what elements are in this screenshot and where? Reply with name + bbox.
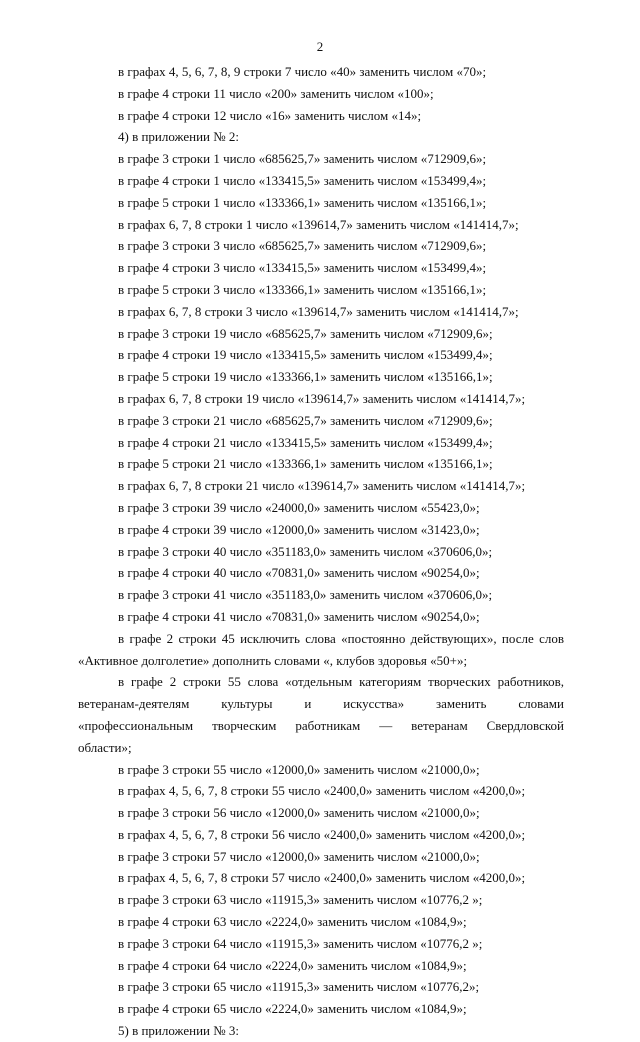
amendment-paragraph-row-45	[78, 628, 564, 672]
amendment-line: в графе 5 строки 19 число «133366,1» заменить числом «135166,1»;	[118, 369, 493, 385]
amendment-line: в графе 4 строки 39 число «12000,0» заменить числом «31423,0»;	[118, 521, 480, 537]
amendment-line: в графе 5 строки 1 число «133366,1» заменить числом «135166,1»;	[118, 194, 487, 210]
amendment-line: в графах 4, 5, 6, 7, 8 строки 56 число «2400,0» заменить числом «4200,0»;	[118, 826, 526, 842]
amendment-line: в графе 3 строки 40 число «351183,0» заменить числом «370606,0»;	[118, 543, 493, 559]
amendment-line: в графе 3 строки 19 число «685625,7» заменить числом «712909,6»;	[118, 325, 493, 341]
amendment-line: в графах 4, 5, 6, 7, 8 строки 57 число «2400,0» заменить числом «4200,0»;	[118, 870, 526, 886]
amendment-line: в графе 5 строки 3 число «133366,1» заменить числом «135166,1»;	[118, 281, 487, 297]
section-heading: 4) в приложении № 2:	[118, 129, 240, 145]
document-body	[78, 61, 564, 1042]
amendment-line: в графе 4 строки 65 число «2224,0» заменить числом «1084,9»;	[118, 1001, 467, 1017]
amendment-line: в графе 3 строки 3 число «685625,7» заменить числом «712909,6»;	[118, 238, 487, 254]
amendment-line: в графе 3 строки 57 число «12000,0» заменить числом «21000,0»;	[118, 848, 480, 864]
amendment-line: в графе 3 строки 39 число «24000,0» заменить числом «55423,0»;	[118, 499, 480, 515]
amendment-line: в графе 4 строки 3 число «133415,5» заменить числом «153499,4»;	[118, 260, 487, 276]
amendment-line: в графах 4, 5, 6, 7, 8, 9 строки 7 число «40» заменить числом «70»;	[118, 64, 487, 79]
amendment-line: в графе 5 строки 21 число «133366,1» заменить числом «135166,1»;	[118, 456, 493, 472]
paragraph-line: «Активное долголетие» дополнить словами «, клубов здоровья «50+»;	[78, 652, 468, 668]
amendment-line: в графе 3 строки 63 число «11915,3» заменить числом «10776,2 »;	[118, 892, 483, 908]
section-heading: 5) в приложении № 3:	[118, 1023, 240, 1039]
amendment-line: в графах 6, 7, 8 строки 21 число «139614,7» заменить числом «141414,7»;	[118, 478, 526, 494]
paragraph-line: в графе 2 строки 55 слова «отдельным категориям творческих работников,	[118, 674, 564, 690]
amendment-line: в графах 6, 7, 8 строки 3 число «139614,7» заменить числом «141414,7»;	[118, 303, 519, 319]
paragraph-line: в графе 2 строки 45 исключить слова «постоянно действующих», после слов	[118, 630, 564, 646]
amendment-line: в графе 4 строки 19 число «133415,5» заменить числом «153499,4»;	[118, 347, 493, 363]
amendments-list-b	[78, 759, 564, 1042]
amendment-line: в графе 4 строки 63 число «2224,0» заменить числом «1084,9»;	[118, 914, 467, 930]
amendment-line: в графе 4 строки 64 число «2224,0» заменить числом «1084,9»;	[118, 957, 467, 973]
amendment-line: в графе 4 строки 41 число «70831,0» заменить числом «90254,0»;	[118, 608, 480, 624]
amendment-line: в графе 4 строки 40 число «70831,0» заменить числом «90254,0»;	[118, 565, 480, 581]
amendment-line: в графе 3 строки 64 число «11915,3» заменить числом «10776,2 »;	[118, 935, 483, 951]
page-number: 2	[316, 39, 324, 54]
amendment-line: в графе 3 строки 56 число «12000,0» заменить числом «21000,0»;	[118, 805, 480, 821]
amendment-line: в графах 4, 5, 6, 7, 8 строки 55 число «2400,0» заменить числом «4200,0»;	[118, 783, 526, 799]
amendment-line: в графе 4 строки 21 число «133415,5» заменить числом «153499,4»;	[118, 434, 493, 450]
amendment-line: в графе 4 строки 11 число «200» заменить числом «100»;	[118, 85, 434, 101]
amendment-line: в графе 4 строки 1 число «133415,5» заменить числом «153499,4»;	[118, 172, 487, 188]
paragraph-line: области»;	[78, 739, 132, 755]
amendment-line: в графах 6, 7, 8 строки 19 число «139614,7» заменить числом «141414,7»;	[118, 390, 526, 406]
amendment-line: в графе 3 строки 21 число «685625,7» заменить числом «712909,6»;	[118, 412, 493, 428]
amendments-list-a	[78, 61, 564, 628]
amendment-line: в графах 6, 7, 8 строки 1 число «139614,7» заменить числом «141414,7»;	[118, 216, 519, 232]
paragraph-line: ветеранам-деятелям культуры и искусства» заменить словами	[78, 696, 564, 712]
amendment-paragraph-row-55	[78, 671, 564, 758]
amendment-line: в графе 3 строки 1 число «685625,7» заменить числом «712909,6»;	[118, 151, 487, 167]
paragraph-line: «профессиональным творческим работникам — ветеранам Свердловской	[78, 717, 564, 733]
amendment-line: в графе 3 строки 65 число «11915,3» заменить числом «10776,2»;	[118, 979, 480, 995]
amendment-line: в графе 3 строки 41 число «351183,0» заменить числом «370606,0»;	[118, 587, 493, 603]
amendment-line: в графе 3 строки 55 число «12000,0» заменить числом «21000,0»;	[118, 761, 480, 777]
amendment-line: в графе 4 строки 12 число «16» заменить числом «14»;	[118, 107, 422, 123]
